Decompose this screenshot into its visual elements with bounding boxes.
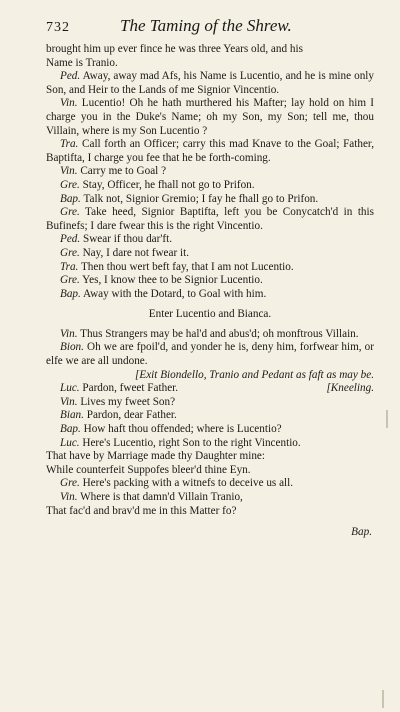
speaker-name: Bion. xyxy=(60,341,84,354)
intro-line: brought him up ever fince he was three Years old, and his xyxy=(46,43,303,55)
speech-text: Thus Strangers may be hal'd and abus'd; oh monftrous Villain. xyxy=(80,327,359,340)
verse-line: While counterfeit Suppofes bleer'd thine Eyn. xyxy=(46,463,251,476)
speech-text: Stay, Officer, he fhall not go to Prifon. xyxy=(82,178,255,191)
speech xyxy=(46,193,374,207)
speech xyxy=(46,138,374,165)
speech-text: Away with the Dotard, to Goal with him. xyxy=(83,287,267,300)
catchword: Bap. xyxy=(351,526,372,539)
speaker-name: Vin. xyxy=(60,327,78,340)
speaker-name: Bap. xyxy=(60,287,81,300)
verse-line: That have by Marriage made thy Daughter mine: xyxy=(46,450,266,463)
speech-text: Lucentio! Oh he hath murthered his Mafter; lay hold on him I charge you in the Duke's Name; oh my Son, my Son; tell me, thou Villain, where is my Son Lucentio ? xyxy=(46,97,375,137)
speech-text: Here's Lucentio, right Son to the right Vincentio. xyxy=(82,436,301,449)
play-text xyxy=(46,43,374,540)
stage-direction-exit: [Exit Biondello, Tranio and Pedant as faft as may be. xyxy=(135,368,374,381)
speech xyxy=(46,423,374,437)
speech xyxy=(46,437,374,451)
speech-text: How haft thou offended; where is Lucentio? xyxy=(83,423,282,436)
speech xyxy=(46,70,374,97)
speech-text: Here's packing with a witnefs to deceive us all. xyxy=(82,477,294,490)
final-line: That fac'd and brav'd me in this Matter fo? xyxy=(46,504,237,517)
stage-direction-enter: Enter Lucentio and Bianca. xyxy=(148,308,272,321)
speech-text: Away, away mad Afs, his Name is Lucentio, and he is mine only Son, and Heir to the Lands of me Signior Vincentio. xyxy=(46,70,374,96)
speaker-name: Bap. xyxy=(60,423,81,436)
speech xyxy=(46,396,374,410)
speaker-name: Gre. xyxy=(60,178,80,191)
speech-text: Call forth an Officer; carry this mad Knave to the Goal; Father, Baptifta, I charge you fee that he be forth-coming. xyxy=(46,138,375,164)
speech-text: Carry me to Goal ? xyxy=(80,165,167,178)
speech xyxy=(46,247,374,261)
speech xyxy=(46,206,374,233)
speaker-name: Gre. xyxy=(60,477,80,490)
speech-text: Where is that damn'd Villain Tranio, xyxy=(80,491,243,503)
speaker-name: Bian. xyxy=(60,409,84,422)
speech-text: Pardon, fweet Father. xyxy=(82,382,179,395)
speech xyxy=(46,233,374,247)
speech-block-2 xyxy=(46,328,374,369)
speaker-name: Tra. xyxy=(60,138,79,151)
speaker-name: Tra. xyxy=(60,260,79,273)
page-number: 732 xyxy=(46,20,70,35)
speaker-name: Gre. xyxy=(60,206,80,219)
speech-text: Talk not, Signior Gremio; I fay he fhall go to Prifon. xyxy=(83,192,319,205)
page-speck xyxy=(382,690,384,708)
speech xyxy=(46,288,374,302)
speech-text: Nay, I dare not fwear it. xyxy=(82,246,190,259)
speaker-name: Ped. xyxy=(60,233,81,246)
speaker-name: Luc. xyxy=(60,436,80,449)
speech-text: Swear if thou dar'ft. xyxy=(83,233,173,246)
speech-text: Oh we are fpoil'd, and yonder he is, deny him, forfwear him, or elfe we are all undone. xyxy=(46,341,375,368)
speech-text: Take heed, Signior Baptifta, left you be Conycatch'd in this Bufinefs; I dare fwear this is the right Vincentio. xyxy=(46,206,374,232)
running-title: The Taming of the Shrew. xyxy=(120,16,292,35)
intro-line: Name is Tranio. xyxy=(46,56,118,69)
speech-block-4 xyxy=(46,477,374,504)
speech-text: Then thou wert beft fay, that I am not Lucentio. xyxy=(80,260,294,273)
speech xyxy=(46,165,374,179)
speech xyxy=(46,341,374,368)
speaker-name: Vin. xyxy=(60,97,78,110)
speech xyxy=(46,274,374,288)
speech-text: Lives my fweet Son? xyxy=(80,395,176,408)
speaker-name: Gre. xyxy=(60,274,80,287)
speaker-name: Vin. xyxy=(60,491,78,503)
page-speck xyxy=(386,410,388,428)
speech xyxy=(46,491,374,505)
speech xyxy=(46,328,374,342)
speaker-name: Luc. xyxy=(60,382,80,395)
speech-text: Yes, I know thee to be Signior Lucentio. xyxy=(82,274,263,287)
speaker-name: Vin. xyxy=(60,395,78,408)
speech-block-1 xyxy=(46,70,374,301)
speech xyxy=(46,409,374,423)
speech xyxy=(46,477,374,491)
speaker-name: Ped. xyxy=(60,70,81,83)
speech xyxy=(46,261,374,275)
speech-block-3 xyxy=(46,396,374,450)
speech xyxy=(46,97,374,138)
speech-text: Pardon, dear Father. xyxy=(86,409,177,422)
speech xyxy=(46,179,374,193)
stage-direction-kneeling: [Kneeling. xyxy=(326,382,374,395)
speaker-name: Gre. xyxy=(60,246,80,259)
page-header xyxy=(46,16,374,40)
speaker-name: Bap. xyxy=(60,192,81,205)
speech-luc xyxy=(46,382,374,396)
speaker-name: Vin. xyxy=(60,165,78,178)
